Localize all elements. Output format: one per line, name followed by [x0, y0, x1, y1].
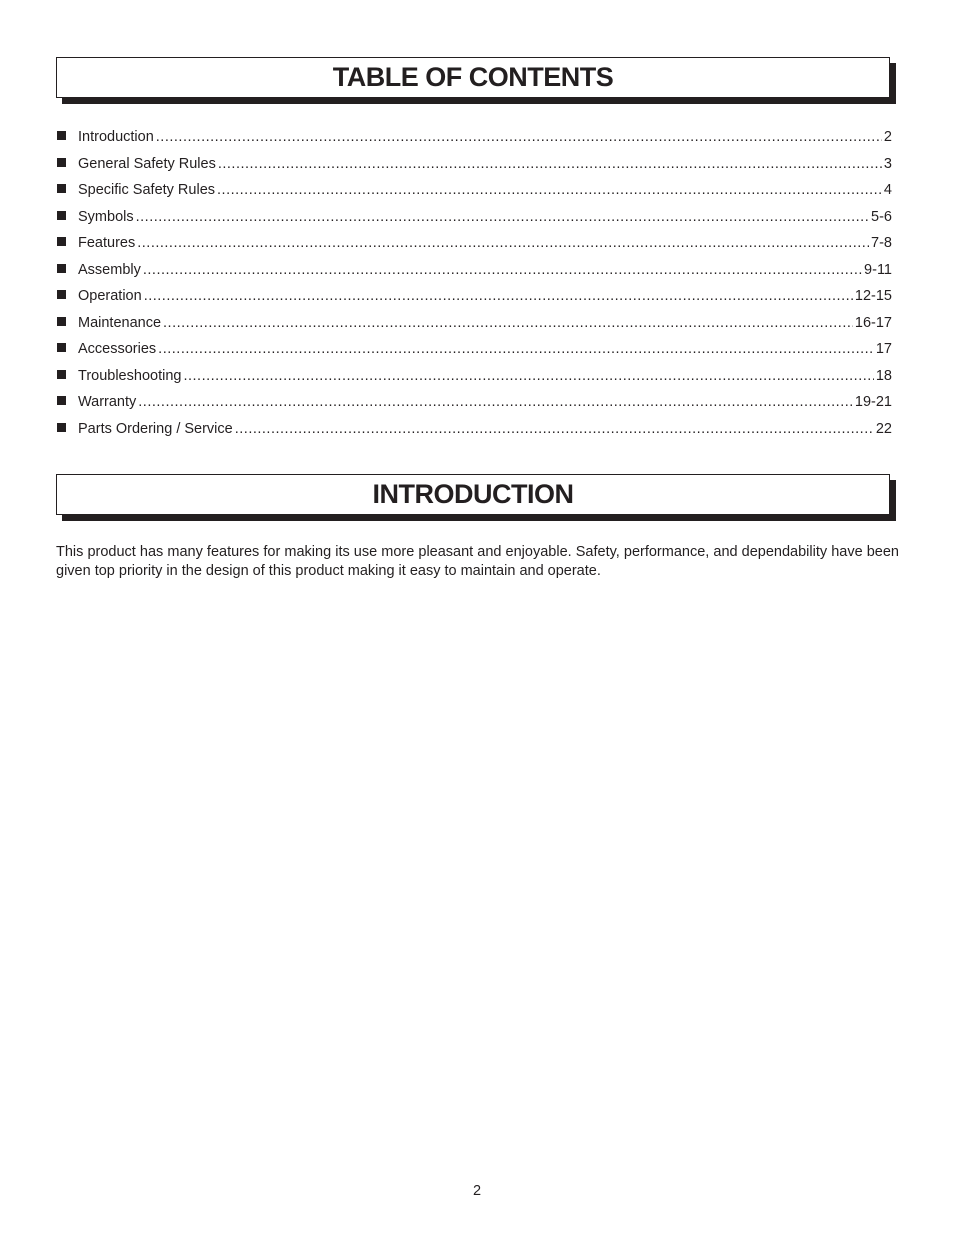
toc-item-label: Accessories	[78, 341, 157, 357]
dot-leader	[143, 257, 862, 284]
square-bullet-icon	[57, 396, 66, 405]
toc-item-operation[interactable]	[57, 283, 892, 310]
dot-leader	[217, 177, 882, 204]
toc-item-label: Introduction	[78, 129, 154, 145]
toc-item-introduction[interactable]	[57, 124, 892, 151]
toc-item-label: Features	[78, 235, 136, 251]
square-bullet-icon	[57, 290, 66, 299]
square-bullet-icon	[57, 211, 66, 220]
toc-item-label: Troubleshooting	[78, 367, 182, 384]
dot-leader	[137, 230, 869, 257]
square-bullet-icon	[57, 370, 66, 379]
dot-leader	[136, 204, 869, 231]
toc-item-general-safety-rules[interactable]	[57, 151, 892, 178]
toc-item-label: Symbols	[78, 208, 134, 225]
dot-leader	[218, 151, 882, 178]
toc-item-page: 22	[875, 420, 892, 437]
square-bullet-icon	[57, 131, 66, 140]
square-bullet-icon	[57, 184, 66, 193]
toc-title: TABLE OF CONTENTS	[332, 62, 614, 92]
toc-item-page: 5-6	[871, 208, 892, 225]
square-bullet-icon	[57, 343, 66, 352]
introduction-title: INTRODUCTION	[372, 479, 574, 509]
toc-item-label: Warranty	[78, 394, 137, 410]
dot-leader	[235, 416, 874, 443]
toc-item-page: 16-17	[854, 314, 892, 331]
toc-item-parts-ordering-service[interactable]	[57, 416, 892, 443]
toc-list	[57, 124, 892, 442]
toc-item-page: 12-15	[854, 288, 892, 304]
toc-item-symbols[interactable]	[57, 204, 892, 231]
dot-leader	[183, 363, 873, 390]
toc-item-label: Assembly	[78, 261, 141, 278]
square-bullet-icon	[57, 317, 66, 326]
page-number: 2	[472, 1183, 482, 1199]
square-bullet-icon	[57, 158, 66, 167]
toc-item-page: 2	[883, 129, 892, 145]
toc-item-label: Maintenance	[78, 314, 162, 331]
toc-item-accessories[interactable]	[57, 336, 892, 363]
toc-item-label: Operation	[78, 288, 142, 304]
toc-item-label: Parts Ordering / Service	[78, 420, 233, 437]
toc-item-troubleshooting[interactable]	[57, 363, 892, 390]
dot-leader	[138, 389, 853, 416]
dot-leader	[163, 310, 853, 337]
toc-item-features[interactable]	[57, 230, 892, 257]
toc-item-page: 19-21	[854, 394, 892, 410]
introduction-body: This product has many features for making its use more pleasant and enjoyable. Safety, performance, and dependability have been given top priority in the design of this product making it easy to maintain and operate.	[56, 544, 899, 579]
toc-item-warranty[interactable]	[57, 389, 892, 416]
toc-header-box	[56, 57, 890, 98]
toc-item-assembly[interactable]	[57, 257, 892, 284]
toc-item-page: 7-8	[871, 235, 892, 251]
introduction-header-box	[56, 474, 890, 515]
square-bullet-icon	[57, 264, 66, 273]
toc-item-maintenance[interactable]	[57, 310, 892, 337]
toc-item-label: Specific Safety Rules	[78, 182, 216, 198]
toc-item-specific-safety-rules[interactable]	[57, 177, 892, 204]
dot-leader	[158, 336, 874, 363]
dot-leader	[156, 124, 882, 151]
dot-leader	[144, 283, 853, 310]
square-bullet-icon	[57, 423, 66, 432]
toc-item-page: 17	[875, 341, 892, 357]
toc-item-page: 9-11	[864, 261, 892, 278]
toc-item-page: 3	[883, 155, 892, 172]
toc-item-label: General Safety Rules	[78, 155, 216, 172]
square-bullet-icon	[57, 237, 66, 246]
toc-item-page: 18	[875, 367, 892, 384]
toc-item-page: 4	[883, 182, 892, 198]
